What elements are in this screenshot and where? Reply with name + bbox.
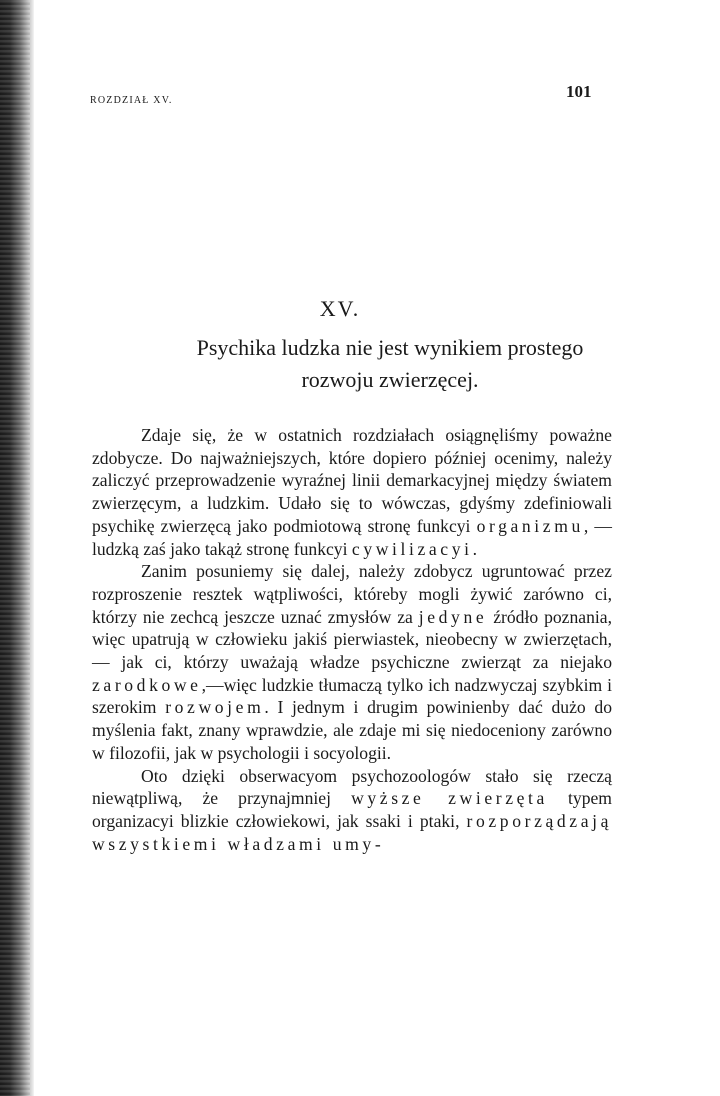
text-segment: Oto dzięki obserwacyom psychozoologów stało się rzeczą niewątpliwą, że przynajmniej (92, 765, 612, 809)
text-segment: typem organizacyi blizkie człowiekowi, jak ssaki i ptaki, (92, 788, 612, 831)
paragraph (92, 560, 612, 764)
chapter-title (100, 332, 680, 396)
page-number: 101 (566, 82, 592, 101)
paragraph (92, 765, 612, 856)
running-head: ROZDZIAŁ XV. (90, 95, 173, 106)
spaced-emphasis: jedyne (418, 606, 488, 627)
spaced-emphasis: cywilizacyi (351, 538, 473, 559)
text-segment: . I jednym i drugim powinienby dać dużo do myślenia fakt, znany wprawdzie, ale zdaje mi się niedoceniony zarówno w filozofii, jak w psychologii i socyologii. (92, 697, 612, 763)
spaced-emphasis: organizmu (476, 515, 584, 536)
spaced-emphasis: rozwojem (165, 697, 265, 718)
body-text (92, 424, 612, 855)
spaced-emphasis: zarodkowe (92, 674, 202, 695)
spaced-emphasis: wyższe zwierzęta (351, 788, 548, 809)
chapter-title-line-1: Psychika ludzka nie jest wynikiem prostego (196, 335, 584, 360)
text-segment: ,—więc ludzkie tłumaczą tylko ich nadzwyczaj szybkim i szerokim (92, 674, 612, 718)
text-segment: , — ludzką zaś jako takąż stronę funkcyi (92, 515, 613, 559)
chapter-number: XV. (319, 296, 361, 321)
text-segment: Zanim posuniemy się dalej, należy zdobycz ugruntować przez rozproszenie resztek wątpliwości, któreby mogli żywić zarówno ci, którzy nie zechcą jeszcze uznać zmysłów za (92, 561, 612, 627)
text-segment: źródło poznania, więc upatrują w człowieku jakiś pierwiastek, nieobecny w zwierzętach,— jak ci, którzy uważają władze psychiczne zwierząt za niejako (92, 606, 612, 673)
text-segment: . (472, 538, 477, 559)
paragraph (92, 424, 612, 560)
spaced-emphasis: rozporządzają wszystkiemi władzami umy- (92, 810, 612, 854)
text-segment: Zdaje się, że w ostatnich rozdziałach osiągnęliśmy poważne zdobycze. Do najważniejszych, które dopiero później ocenimy, należy zaliczyć przeprowadzenie wyraźnej linii demarkacyjnej między światem zwierzęcym, a ludzkim. Udało się to wówczas, gdyśmy zdefiniowali psychikę zwierzęcą jako podmiotową stronę funkcyi (92, 425, 612, 536)
chapter-title-line-2: rozwoju zwierzęcej. (301, 367, 479, 392)
